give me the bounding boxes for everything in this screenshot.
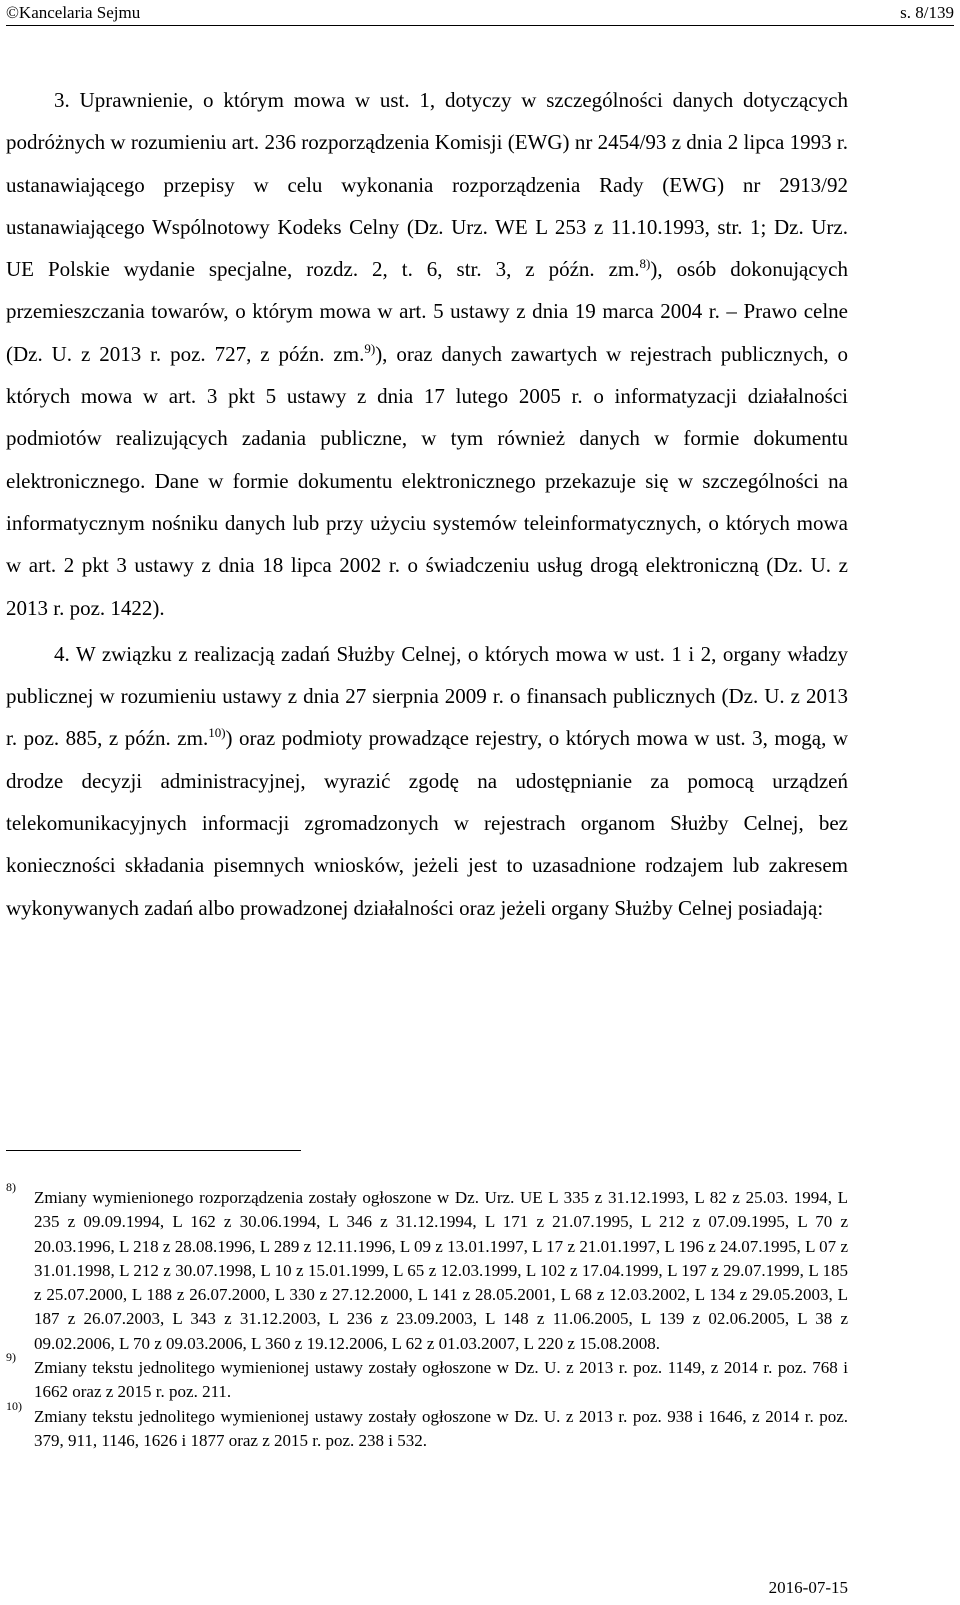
paragraph-3-part-c: ), oraz danych zawartych w rejestrach publicznych, o których mowa w art. 3 pkt 5 ustawy z dnia 17 lutego 2005 r. o informatyzacji działalności podmiotów realizujących zadania publiczne, w tym również danych w formie dokumentu elektronicznego. Dane w formie dokumentu elektronicznego przekazuje się w szczególności na informatycznym nośniku danych lub przy użyciu systemów teleinformatycznych, o których mowa w art. 2 pkt 3 ustawy z dnia 18 lipca 2002 r. o świadczeniu usług drogą elektroniczną (Dz. U. z 2013 r. poz. 1422). bbox=[6, 341, 848, 620]
footnotes bbox=[6, 1180, 848, 1453]
footnote-mark: 8) bbox=[6, 1180, 16, 1194]
header-page-number: s. 8/139 bbox=[900, 3, 954, 22]
footer-date: 2016-07-15 bbox=[768, 1578, 848, 1597]
paragraph-3 bbox=[6, 79, 848, 629]
header-divider bbox=[6, 25, 954, 26]
footnote-ref-8: 8) bbox=[639, 256, 651, 272]
paragraph-3-part-a: 3. Uprawnienie, o którym mowa w ust. 1, dotyczy w szczególności danych dotyczących podróżnych w rozumieniu art. 236 rozporządzenia Komisji (EWG) nr 2454/93 z dnia 2 lipca 1993 r. ustanawiającego przepisy w celu wykonania rozporządzenia Rady (EWG) nr 2913/92 ustanawiającego Wspólnotowy Kodeks Celny (Dz. Urz. WE L 253 z 11.10.1993, str. 1; Dz. Urz. UE Polskie wydanie specjalne, rozdz. 2, t. 6, str. 3, z późn. zm. bbox=[6, 88, 848, 282]
footnote-ref-9: 9) bbox=[364, 340, 376, 356]
footnote-9 bbox=[6, 1350, 848, 1405]
footnote-text: Zmiany wymienionego rozporządzenia zostały ogłoszone w Dz. Urz. UE L 335 z 31.12.1993, L 82 z 25.03. 1994, L 235 z 09.09.1994, L 162 z 30.06.1994, L 346 z 31.12.1994, L 171 z 21.07.1995, L 212 z 07.09.1995, L 70 z 20.03.1996, L 218 z 28.08.1996, L 289 z 12.11.1996, L 09 z 13.01.1997, L 17 z 21.01.1997, L 196 z 24.07.1995, L 07 z 31.01.1998, L 212 z 30.07.1998, L 10 z 15.01.1999, L 65 z 12.03.1999, L 102 z 17.04.1999, L 197 z 29.07.1999, L 185 z 25.07.2000, L 188 z 26.07.2000, L 330 z 27.12.2000, L 141 z 28.05.2001, L 68 z 12.03.2002, L 134 z 29.05.2003, L 187 z 26.07.2003, L 343 z 31.12.2003, L 236 z 23.09.2003, L 148 z 11.06.2005, L 139 z 02.06.2005, L 38 z 09.02.2006, L 70 z 09.03.2006, L 360 z 19.12.2006, L 62 z 01.03.2007, L 220 z 15.08.2008. bbox=[34, 1188, 848, 1353]
paragraph-4-part-a: 4. W związku z realizacją zadań Służby Celnej, o których mowa w ust. 1 i 2, organy władzy publicznej w rozumieniu ustawy z dnia 27 sierpnia 2009 r. o finansach publicznych (Dz. U. z 2013 r. poz. 885, z późn. zm. bbox=[6, 641, 848, 751]
document-body bbox=[6, 79, 848, 929]
header-copyright: ©Kancelaria Sejmu bbox=[6, 3, 141, 22]
footnote-8 bbox=[6, 1180, 848, 1356]
footnote-text: Zmiany tekstu jednolitego wymienionej ustawy zostały ogłoszone w Dz. U. z 2013 r. poz. 1149, z 2014 r. poz. 768 i 1662 oraz z 2015 r. poz. 211. bbox=[34, 1358, 848, 1402]
footnote-mark: 9) bbox=[6, 1350, 16, 1365]
footnote-ref-10: 10) bbox=[208, 725, 226, 741]
footnote-10 bbox=[6, 1398, 848, 1454]
paragraph-3-part-b: ), osób dokonujących przemieszczania towarów, o którym mowa w art. 5 ustawy z dnia 19 marca 2004 r. – Prawo celne (Dz. U. z 2013 r. poz. 727, z późn. zm. bbox=[6, 257, 848, 366]
footnote-text: Zmiany tekstu jednolitego wymienionej ustawy zostały ogłoszone w Dz. U. z 2013 r. poz. 938 i 1646, z 2014 r. poz. 379, 911, 1146, 1626 i 1877 oraz z 2015 r. poz. 238 i 532. bbox=[34, 1406, 848, 1450]
footnote-mark: 10) bbox=[6, 1398, 22, 1413]
paragraph-4-part-b: ) oraz podmioty prowadzące rejestry, o których mowa w ust. 3, mogą, w drodze decyzji administracyjnej, wyrazić zgodę na udostępnianie za pomocą urządzeń telekomunikacyjnych informacji zgromadzonych w rejestrach organom Służby Celnej, bez konieczności składania pisemnych wniosków, jeżeli jest to uzasadnione rodzajem lub zakresem wykonywanych zadań albo prowadzonej działalności oraz jeżeli organy Służby Celnej posiadają: bbox=[6, 726, 848, 920]
footnote-divider bbox=[6, 1150, 301, 1151]
paragraph-4 bbox=[6, 633, 848, 929]
